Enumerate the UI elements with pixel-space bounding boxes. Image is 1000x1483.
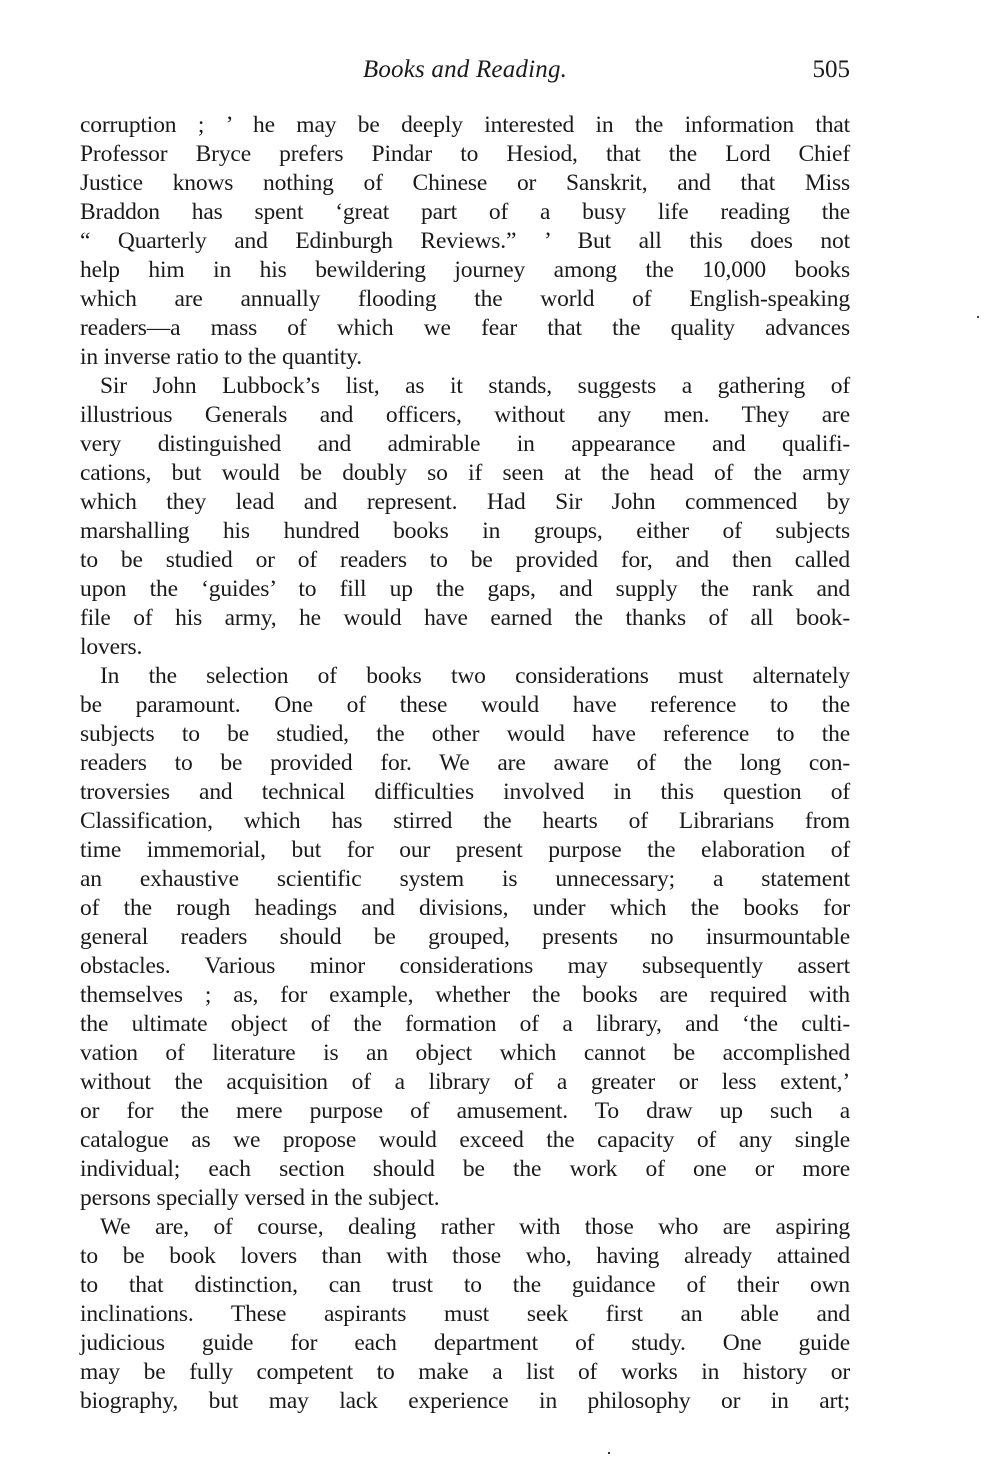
text-line: the ultimate object of the formation of a library, and ‘the culti- <box>80 1011 850 1037</box>
text-line: Classification, which has stirred the hearts of Librarians from <box>80 808 850 834</box>
paragraph <box>80 662 850 1213</box>
text-line: In the selection of books two considerations must alternately <box>100 663 850 689</box>
text-line: subjects to be studied, the other would have reference to the <box>80 721 850 747</box>
text-line: very distinguished and admirable in appearance and qualifi- <box>80 431 850 457</box>
text-line: catalogue as we propose would exceed the capacity of any single <box>80 1127 850 1153</box>
text-line: biography, but may lack experience in philosophy or in art; <box>80 1388 850 1414</box>
text-line: in inverse ratio to the quantity. <box>80 344 362 370</box>
text-line: cations, but would be doubly so if seen at the head of the army <box>80 460 850 486</box>
text-line: which are annually flooding the world of English-speaking <box>80 286 850 312</box>
text-line: illustrious Generals and officers, without any men. They are <box>80 402 850 428</box>
text-line: be paramount. One of these would have reference to the <box>80 692 850 718</box>
text-line: troversies and technical difficulties involved in this question of <box>80 779 850 805</box>
paragraph <box>80 372 850 662</box>
text-line: file of his army, he would have earned the thanks of all book- <box>80 605 850 631</box>
text-line: to be book lovers than with those who, having already attained <box>80 1243 850 1269</box>
text-line: We are, of course, dealing rather with those who are aspiring <box>100 1214 850 1240</box>
text-line: or for the mere purpose of amusement. To draw up such a <box>80 1098 850 1124</box>
text-line: help him in his bewildering journey among the 10,000 books <box>80 257 850 283</box>
text-line: general readers should be grouped, presents no insurmountable <box>80 924 850 950</box>
text-line: of the rough headings and divisions, under which the books for <box>80 895 850 921</box>
text-line: time immemorial, but for our present purpose the elaboration of <box>80 837 850 863</box>
text-line: to that distinction, can trust to the guidance of their own <box>80 1272 850 1298</box>
text-line: an exhaustive scientific system is unnecessary; a statement <box>80 866 850 892</box>
text-line: Justice knows nothing of Chinese or Sanskrit, and that Miss <box>80 170 850 196</box>
paragraph <box>80 1213 850 1416</box>
print-mark <box>608 1452 610 1454</box>
body-text <box>80 111 850 1416</box>
text-line: Sir John Lubbock’s list, as it stands, suggests a gathering of <box>100 373 850 399</box>
paragraph <box>80 111 850 372</box>
text-line: upon the ‘guides’ to fill up the gaps, and supply the rank and <box>80 576 850 602</box>
page-number: 505 <box>812 56 850 83</box>
text-line: themselves ; as, for example, whether the books are required with <box>80 982 850 1008</box>
text-line: judicious guide for each department of study. One guide <box>80 1330 850 1356</box>
margin-mark <box>977 316 979 318</box>
text-line: Braddon has spent ‘great part of a busy life reading the <box>80 199 850 225</box>
text-line: readers to be provided for. We are aware of the long con- <box>80 750 850 776</box>
text-line: may be fully competent to make a list of works in history or <box>80 1359 850 1385</box>
text-line: “ Quarterly and Edinburgh Reviews.” ’ But all this does not <box>80 228 850 254</box>
text-line: inclinations. These aspirants must seek first an able and <box>80 1301 850 1327</box>
text-line: to be studied or of readers to be provided for, and then called <box>80 547 850 573</box>
text-line: obstacles. Various minor considerations may subsequently assert <box>80 953 850 979</box>
text-line: marshalling his hundred books in groups, either of subjects <box>80 518 850 544</box>
page-header <box>80 50 850 90</box>
text-line: vation of literature is an object which cannot be accomplished <box>80 1040 850 1066</box>
text-line: without the acquisition of a library of a greater or less extent,’ <box>80 1069 850 1095</box>
text-line: individual; each section should be the work of one or more <box>80 1156 850 1182</box>
text-line: lovers. <box>80 634 143 660</box>
text-line: which they lead and represent. Had Sir John commenced by <box>80 489 850 515</box>
text-line: persons specially versed in the subject. <box>80 1185 440 1211</box>
text-line: corruption ; ’ he may be deeply interested in the information that <box>80 112 850 138</box>
text-line: readers—a mass of which we fear that the quality advances <box>80 315 850 341</box>
text-line: Professor Bryce prefers Pindar to Hesiod, that the Lord Chief <box>80 141 850 167</box>
running-title: Books and Reading. <box>362 56 568 83</box>
